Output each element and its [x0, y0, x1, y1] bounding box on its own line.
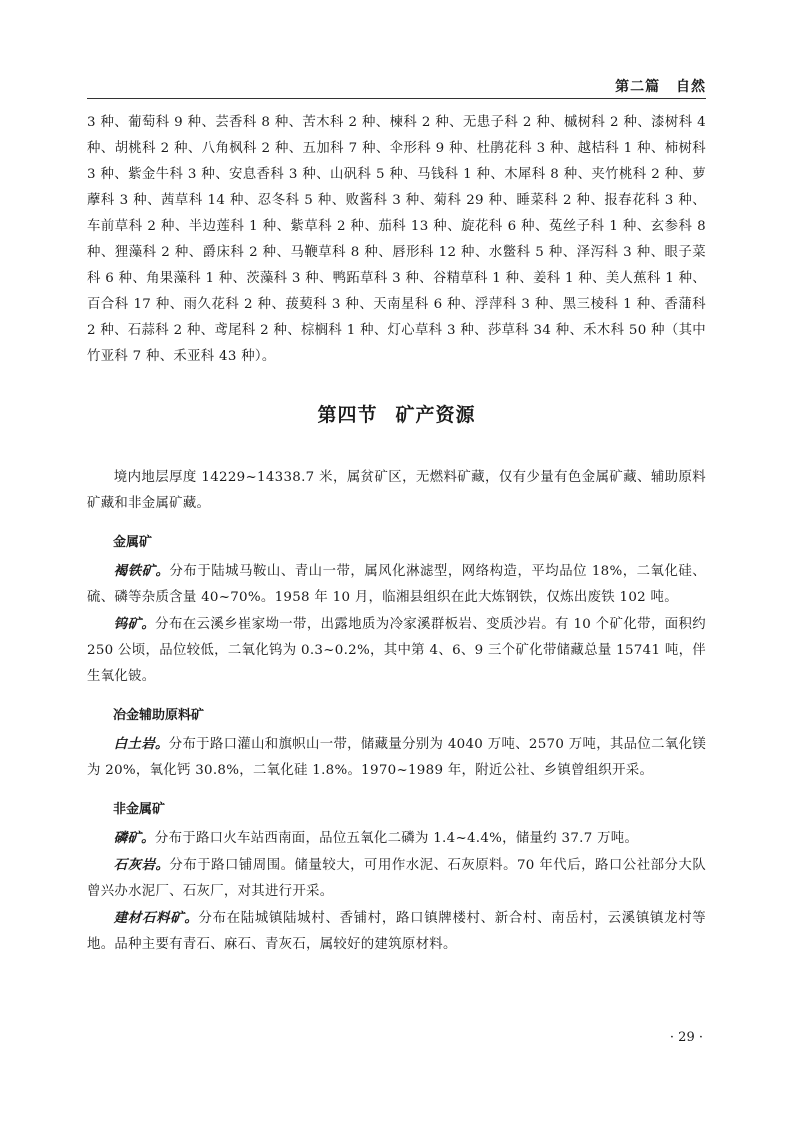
mineral-term: 石灰岩。: [113, 857, 170, 873]
families-paragraph: 3 种、葡萄科 9 种、芸香科 8 种、苦木科 2 种、楝科 2 种、无患子科 2 种、槭树科 2 种、漆树科 4 种、胡桃科 2 种、八角枫科 2 种、五加科 7 种、伞形科 9 种、杜鹃花科 3 种、越桔科 1 种、柿树科 3 种、紫金牛科 3 种、安息香科 3 种、山矾科 5 种、马钱科 1 种、木犀科 8 种、夹竹桃科 2 种、萝藦科 3 种、茜草科 14 种、忍冬科 5 种、败酱科 3 种、菊科 29 种、睡菜科 2 种、报春花科 3 种、车前草科 2 种、半边莲科 1 种、紫草科 2 种、茄科 13 种、旋花科 6 种、菟丝子科 1 种、玄参科 8 种、狸藻科 2 种、爵床科 2 种、马鞭草科 8 种、唇形科 12 种、水鳖科 5 种、泽泻科 3 种、眼子菜科 6 种、角果藻科 1 种、茨藻科 3 种、鸭跖草科 3 种、谷精草科 1 种、姜科 1 种、美人蕉科 1 种、百合科 17 种、雨久花科 2 种、菝葜科 3 种、天南星科 6 种、浮萍科 3 种、黑三棱科 1 种、香蒲科 2 种、石蒜科 2 种、鸢尾科 2 种、棕榈科 1 种、灯心草科 3 种、莎草科 34 种、禾木科 50 种（其中竹亚科 7 种、禾亚科 43 种）。: [87, 115, 706, 364]
subhead-metallurgical: 冶金辅助原料矿: [113, 708, 205, 723]
mineral-text: 分布于路口铺周围。储量较大，可用作水泥、石灰原料。70 年代后，路口公社部分大队曾兴办水泥厂、石灰厂，对其进行开采。: [87, 858, 707, 899]
mineral-text: 分布在云溪乡崔家坳一带，出露地质为冷家溪群板岩、变质沙岩。有 10 个矿化带，面积约 250 公顷，品位较低，二氧化钨为 0.3~0.2%，其中第 4、6、9 三个矿化带储藏总量 15741 吨，伴生氧化铍。: [87, 617, 706, 684]
page-body: [87, 110, 706, 958]
mineral-text: 分布于路口火车站西南面，品位五氧化二磷为 1.4~4.4%，储量约 37.7 万吨。: [154, 831, 639, 846]
section-title: [87, 400, 706, 427]
section-number: 第四节: [317, 404, 378, 426]
mineral-term: 磷矿。: [113, 830, 155, 846]
mineral-text: 分布于陆城马鞍山、青山一带，属风化淋滤型，网络构造，平均品位 18%，二氧化硅、硫、磷等杂质含量 40~70%。1958 年 10 月，临湘县组织在此大炼钢铁，仅炼出废铁 102 吨。: [87, 564, 706, 605]
subhead-metal: 金属矿: [113, 535, 153, 550]
mineral-entry: [87, 558, 706, 611]
mineral-term: 钨矿。: [113, 616, 156, 632]
mineral-text: 分布于路口灌山和旗帜山一带，储藏量分别为 4040 万吨、2570 万吨，其品位二氧化镁为 20%，氧化钙 30.8%，二氧化硅 1.8%。1970~1989 年，附近公社、乡镇曾组织开采。: [87, 737, 707, 778]
mineral-term: 白土岩。: [113, 736, 169, 752]
mineral-entry: [87, 731, 706, 784]
intro-paragraph: 境内地层厚度 14229~14338.7 米，属贫矿区，无燃料矿藏，仅有少量有色金属矿藏、辅助原料矿藏和非金属矿藏。: [87, 470, 706, 511]
mineral-text: 分布在陆城镇陆城村、香铺村，路口镇牌楼村、新合村、南岳村，云溪镇镇龙村等地。品种主要有青石、麻石、青灰石，属较好的建筑原材料。: [87, 911, 707, 952]
header-chapter: 自然: [676, 79, 706, 95]
running-header: [87, 76, 706, 99]
page-number: · 29 ·: [669, 1030, 703, 1045]
mineral-entry: [87, 852, 706, 905]
mineral-term: 建材石料矿。: [113, 910, 199, 926]
mineral-entry: [87, 825, 706, 852]
subhead-nonmetal: 非金属矿: [113, 802, 166, 817]
mineral-entry: [87, 611, 706, 690]
mineral-entry: [87, 905, 706, 958]
header-part: 第二篇: [615, 79, 661, 95]
section-name: 矿产资源: [395, 404, 476, 426]
mineral-term: 褐铁矿。: [113, 563, 170, 579]
